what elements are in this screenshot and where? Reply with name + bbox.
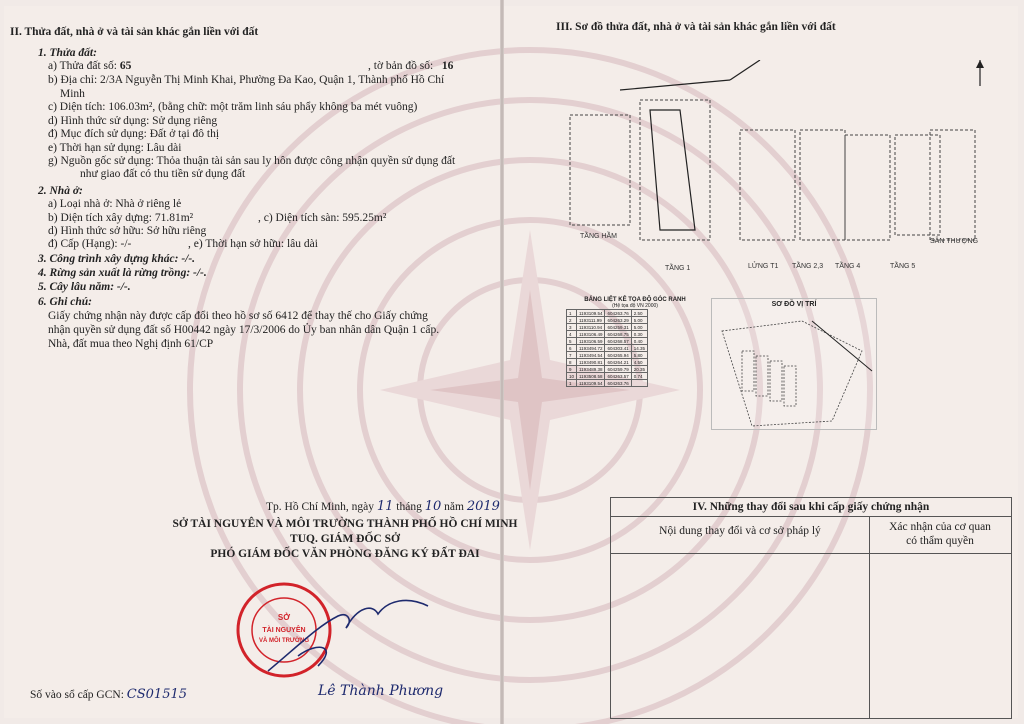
parcel-no: 65	[119, 60, 132, 72]
table-row	[567, 338, 648, 345]
table-cell: 604268.75	[605, 331, 631, 338]
registry-row	[30, 688, 187, 702]
table-cell: 5.00	[631, 317, 647, 324]
section3-heading: III. Sơ đồ thửa đất, nhà ở và tài sản khác gắn liền với đất	[556, 21, 836, 33]
forest: 4. Rừng sản xuất là rừng trồng: -/-.	[38, 267, 207, 279]
construction: 3. Công trình xây dựng khác: -/-.	[38, 253, 196, 265]
table-row	[567, 317, 648, 324]
stamp-bottom: VÀ MÔI TRƯỜNG	[258, 638, 310, 644]
coordinate-table-block	[566, 297, 704, 387]
place-date-prefix: Tp. Hồ Chí Minh, ngày	[266, 501, 374, 513]
day: 11	[376, 499, 394, 514]
use-form: d) Hình thức sử dụng: Sử dụng riêng	[48, 115, 218, 127]
signer-name: Lê Thành Phương	[318, 683, 444, 699]
coord-title: BẢNG LIỆT KÊ TỌA ĐỘ GÓC RANH	[584, 297, 686, 303]
table-cell: 1193508.58	[577, 373, 605, 380]
table-cell: 2.50	[631, 310, 647, 317]
table-row	[567, 359, 648, 366]
table-cell: 1193106.49	[577, 331, 605, 338]
origin-line1: g) Nguồn gốc sử dụng: Thỏa thuận tài sản sau ly hôn được công nhận quyền sử dụng đất	[48, 155, 456, 167]
land-heading: 1. Thửa đất:	[38, 47, 97, 59]
notes-heading: 6. Ghi chú:	[38, 296, 92, 308]
floor-label: TẦNG 1	[665, 265, 691, 270]
table-cell: 1193494.54	[577, 352, 605, 359]
table-cell: 3	[567, 324, 577, 331]
table-cell: 4.50	[631, 359, 647, 366]
table-cell: 604263.57	[605, 373, 631, 380]
table-cell: 1193109.54	[577, 380, 605, 387]
coord-subtitle: (Hệ tọa độ VN 2000)	[612, 303, 658, 309]
area: c) Diện tích: 106.03m², (bằng chữ: một trăm linh sáu phẩy không ba mét vuông)	[48, 101, 418, 113]
stamp-top: SỞ	[277, 613, 291, 622]
purpose: đ) Mục đích sử dụng: Đất ở tại đô thị	[48, 128, 220, 140]
floor-label: LỬNG T1	[748, 263, 779, 270]
term: e) Thời hạn sử dụng: Lâu dài	[48, 142, 182, 154]
changes-col2-line1: Xác nhận của cơ quan	[889, 521, 991, 533]
section2-heading: II. Thửa đất, nhà ở và tài sản khác gắn liền với đất	[10, 26, 259, 38]
location-map	[711, 298, 877, 430]
table-cell: 5	[567, 338, 577, 345]
floor-label: TẦNG HẦM	[580, 233, 617, 240]
table-cell: 1193111.99	[577, 317, 605, 324]
table-cell: 1193489.38	[577, 366, 605, 373]
year-label: năm	[444, 501, 464, 513]
month-label: tháng	[396, 501, 422, 513]
perennial: 5. Cây lâu năm: -/-.	[38, 281, 131, 293]
table-cell: 7	[567, 352, 577, 359]
floor-label: TẦNG 2,3	[792, 263, 824, 270]
place-date	[266, 500, 500, 514]
table-row	[567, 310, 648, 317]
table-cell: 604303.41	[605, 345, 631, 352]
table-cell: 6	[567, 345, 577, 352]
year: 2019	[466, 499, 500, 514]
registry-no: CS01515	[126, 687, 188, 702]
ownership: d) Hình thức sở hữu: Sở hữu riêng	[48, 225, 207, 237]
house-heading: 2. Nhà ở:	[38, 185, 83, 197]
issuing-dept: SỞ TÀI NGUYÊN VÀ MÔI TRƯỜNG THÀNH PHỐ HỒ CHÍ MINH	[172, 518, 518, 530]
table-cell: 1193109.54	[577, 310, 605, 317]
floor-plan-diagram	[560, 60, 980, 270]
signer-role: PHÓ GIÁM ĐỐC VĂN PHÒNG ĐĂNG KÝ ĐẤT ĐAI	[210, 548, 480, 560]
origin-line2: như giao đất có thu tiền sử dụng đất	[80, 168, 246, 180]
changes-col2-line2: có thẩm quyền	[906, 535, 974, 547]
table-row	[567, 352, 648, 359]
table-cell: 20.35	[631, 366, 647, 373]
table-cell: 5.00	[631, 324, 647, 331]
center-fold	[500, 0, 504, 724]
changes-table	[610, 497, 1012, 719]
table-cell: 1193110.94	[577, 324, 605, 331]
table-cell: 604259.79	[605, 366, 631, 373]
header-divider	[611, 553, 1011, 554]
table-row	[567, 345, 648, 352]
table-cell: 1	[567, 380, 577, 387]
table-cell: 1	[567, 310, 577, 317]
table-cell: 1193494.72	[577, 345, 605, 352]
table-cell: 604265.94	[605, 352, 631, 359]
table-cell: 0.30	[631, 331, 647, 338]
address-line1: b) Địa chỉ: 2/3A Nguyễn Thị Minh Khai, Phường Đa Kao, Quận 1, Thành phố Hồ Chí	[48, 74, 445, 86]
parcel-label: a) Thửa đất số:	[48, 60, 117, 72]
changes-col1: Nội dung thay đổi và cơ sở pháp lý	[659, 525, 821, 537]
section4-heading: IV. Những thay đổi sau khi cấp giấy chứng nhận	[692, 501, 930, 513]
location-map-drawing	[712, 311, 876, 429]
notes-line2: nhận quyền sử dụng đất số H00442 ngày 17/3/2006 do Ủy ban nhân dân Quận 1 cấp.	[48, 324, 440, 336]
table-cell: 1193106.59	[577, 338, 605, 345]
map-no: 16	[441, 60, 454, 72]
handwritten-signature	[258, 586, 458, 686]
table-cell: 604264.21	[605, 359, 631, 366]
table-cell: 0.40	[631, 338, 647, 345]
table-cell: 604259.31	[605, 324, 631, 331]
map-row	[368, 59, 453, 73]
table-cell: 1193490.81	[577, 359, 605, 366]
table-row	[567, 366, 648, 373]
table-cell: 0.74	[631, 373, 647, 380]
table-cell: 10	[567, 373, 577, 380]
floor-area: , c) Diện tích sàn: 595.25m²	[258, 212, 387, 224]
stamp-mid: TÀI NGUYÊN	[262, 627, 306, 634]
coordinate-table	[566, 309, 648, 387]
north-arrow-icon	[968, 58, 992, 88]
month: 10	[424, 499, 442, 514]
floor-label: SÂN THƯỢNG	[930, 238, 979, 245]
table-cell: 604268.57	[605, 338, 631, 345]
table-row	[567, 324, 648, 331]
location-title: SƠ ĐỒ VỊ TRÍ	[771, 301, 817, 308]
table-cell: 2	[567, 317, 577, 324]
table-cell: 14.35	[631, 345, 647, 352]
table-row	[567, 331, 648, 338]
floor-label: TẦNG 4	[835, 263, 861, 270]
table-row	[567, 373, 648, 380]
registry-label: Số vào sổ cấp GCN:	[30, 689, 124, 701]
own-term: , e) Thời hạn sở hữu: lâu dài	[188, 238, 318, 250]
floor-label: TẦNG 5	[890, 263, 916, 270]
map-label: , tờ bản đồ số:	[368, 60, 434, 72]
table-cell: 604263.76	[605, 380, 631, 387]
grade: đ) Cấp (Hạng): -/-	[48, 238, 132, 250]
changes-header	[611, 498, 1011, 517]
built-area: b) Diện tích xây dựng: 71.81m²	[48, 212, 194, 224]
table-cell: 604263.76	[605, 310, 631, 317]
table-row	[567, 380, 648, 387]
table-cell: 8	[567, 359, 577, 366]
table-cell: 4	[567, 331, 577, 338]
table-cell: 9	[567, 366, 577, 373]
notes-line1: Giấy chứng nhận này được cấp đổi theo hồ sơ số 6412 để thay thế cho Giấy chứng	[48, 310, 428, 322]
table-cell	[631, 380, 647, 387]
address-line2: Minh	[60, 88, 85, 100]
proxy-line: TUQ. GIÁM ĐỐC SỞ	[290, 533, 400, 545]
parcel-row	[48, 59, 131, 73]
table-cell: 5.80	[631, 352, 647, 359]
notes-line3: Nhà, đất mua theo Nghị định 61/CP	[48, 338, 214, 350]
table-cell: 604263.29	[605, 317, 631, 324]
house-type: a) Loại nhà ở: Nhà ở riêng lẻ	[48, 198, 182, 210]
